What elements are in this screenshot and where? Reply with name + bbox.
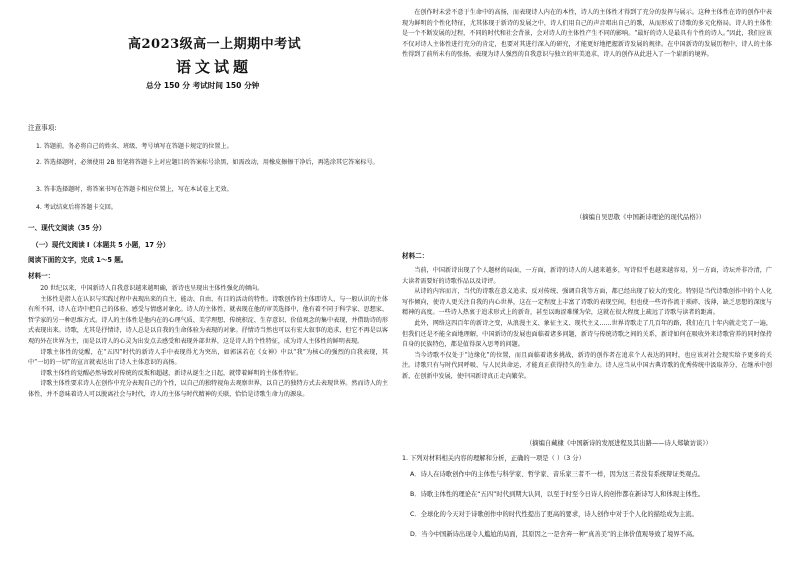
reading-instruction: 阅读下面的文字，完成 1～5 题。 [28,256,128,264]
question-1-option-d[interactable]: D．当今中国新诗出现令人尴尬的局面，其原因之一是舍弃一种“真善美”的主体价值观导致了境界不高。 [410,531,699,538]
material2-source: （摘编自藏棣《中国新诗的发展进程及其出路——诗人郑敏访谈》） [526,440,712,447]
note-item-4: 4. 考试结束后将答题卡交回。 [36,204,117,211]
question-1-stem: 1. 下列对材料相关内容的理解和分析，正确的一项是（ ）（3 分） [402,455,585,462]
notes-heading: 注意事项: [28,124,57,132]
material2-paragraph-1: 当前，中国新诗出现了个人题材的局面，一方面，新诗的诗人的人越来越多，写诗似乎也越来越容易，另一方面，诗坛并非冷清，广大读者需要好的诗歌作品以及诗评。 [402,267,772,285]
material1-continued [402,8,772,206]
question-1-option-a[interactable]: A．诗人在诗歌创作中的主体性与科学家、哲学家、音乐家三者不一样，因为这三者没有系统辩证类观点。 [410,471,704,478]
sub1-heading: （一）现代文阅读 I（本题共 5 小题，17 分） [32,241,170,249]
material1-body [28,284,388,550]
material1-paragraph-4: 诗歌主体性的觉醒必然导致对传统的反叛和超越，新诗从诞生之日起，就带着鲜明的主体性特征。 [40,369,303,377]
material2-paragraph-2: 从诗的内容而言，当代的诗歌在意义追求、反对传统、强调自我等方面，都已经出现了较大的变化。特别是当代诗歌创作中的个人化写作倾向，使诗人更关注自我的内心世界，这在一定程度上丰富了诗歌的表现空间，但也使一些诗作流于琐碎、浅薄，缺乏思想的深度与精神的高度。一些诗人热衷于追求形式上的新奇，甚至以晦涩难懂为荣，这就在很大程度上疏远了诗歌与读者的距离。 [402,288,772,317]
material2-paragraph-3: 此外，网络这四百年的新诗之变，从浪漫主义、象征主义、现代主义……世界诗歌走了几百年的路，我们在几十年内就走完了一遍，但我们还是不能全面地理解，中国新诗的发展也面临着诸多问题，新诗与传统诗歌之间的关系，新诗如何在吸收外来诗歌营养的同时保持自身的民族特色，都是值得深入思考的问题。 [402,319,772,349]
exam-title: 高2023级高一上期期中考试 [128,37,302,52]
material1-paragraph-3: 诗歌主体性的觉醒，在“五四”时代的新诗人手中表现得尤为突出，如郭沫若在《女神》中以“我”为核心的强烈的自我表现，其中“一切的一切”的宣言就表达出了诗人主体意识的高扬。 [28,348,388,367]
material1-label: 材料一： [28,272,55,280]
subject-title: 语文试题 [176,58,253,76]
material1-paragraph-1: 20 世纪以来，中国新诗人自我意识越来越明确，新诗也呈现出主体性强化的倾向。 [40,285,264,292]
question-1-option-c[interactable]: C．全球化的今天对于诗歌创作中的时代性提出了更高的要求，诗人创作中对于个人化的描绘成为主流。 [410,511,698,518]
material2-label: 材料二： [402,252,429,260]
note-item-2: 2. 答选择题时，必须使用 2B 铅笔将答题卡上对应题目的答案标号涂黑，如需改动，用橡皮擦擦干净后，再选涂其它答案标号。 [36,159,379,166]
material2-body [402,266,772,436]
material1-paragraph-5: 诗歌主体性要求诗人在创作中充分表现自己的个性，以自己的独特视角去观察世界，以自己的独特方式去表现世界。然而诗人的主体性，并不意味着诗人可以脱离社会与时代，诗人的主体与时代精神的关联，恰恰是诗歌生命力的源泉。 [28,380,388,398]
note-item-3: 3. 答非选择题时，将答案书写在答题卡相应位置上，写在本试卷上无效。 [36,186,233,193]
material2-paragraph-4: 当今诗歌不仅处于“边缘化”的位置，而且面临着诸多挑战，新诗的创作者在追求个人表达的同时，也应该对社会现实给予更多的关注。诗歌只有与时代同呼吸、与人民共命运，才能真正获得持久的生命力。诗人应当从中国古典诗歌的优秀传统中汲取养分，在继承中创新，在创新中发展，使中国新诗真正走向繁荣。 [402,351,772,380]
material1-source: （摘编自吴思敬《中国新诗理论的现代品格》） [576,214,706,221]
material1-paragraph-2: 主体性是指人在认识与实践过程中表现出来的自主、能动、自由、有目的活动的特性。诗歌创作的主体即诗人，与一般认识的主体有所不同，诗人在诗中把自己的体验、感受与情感对象化。诗人的主体性，就表现在他的审美选择中，他有着不同于科学家、思想家、哲学家的另一种思维方式。诗人的主体性是他内在的心理气质、美学理想、传统积淀、生存意识、价值观念的集中表现，并借助诗的形式表现出来。诗歌，尤其是抒情诗，诗人总是以自我的生命体验为表现的对象。抒情诗当然也可以有宏大叙事的追求，但它不再是以客观的外在世界为主，而是以诗人的心灵为出发点去感受和表现外部世界，这是诗人的个性特征，成为诗人主体性的鲜明表现。 [28,295,388,345]
part1-heading: 一、现代文阅读（35 分） [28,224,106,232]
material1-cont-paragraph: 在创作时未尝不意于生命中的高扬，而表现诗人内在的本性，诗人的主体性才得到了充分的发挥与展示。这种主体性在诗的创作中表现为鲜明的个性化特征，尤其体现于新诗的发展之中，诗人们用自己的声音唱出自己的歌，从而形成了诗歌的多元化格局。诗人的主体性是一个不断发展的过程，不同的时代和社会背景，会对诗人的主体性产生不同的影响。“最好的诗人是最具有个性的诗人。”因此，我们应该不仅对诗人主体性进行充分的肯定，也要对其进行深入的研究，才能更好地把握新诗发展的规律。在中国新诗的发展历程中，诗人的主体性得到了前所未有的张扬，表现为诗人强烈的自我意识与独立的审美追求，诗人的创作从此进入了一个崭新的境界。 [402,9,772,59]
question-1-option-b[interactable]: B．诗歌主体性的理论在“五四”时代到期大认同，以至于时至今日诗人的创作都在新诗写人和体现主体性。 [410,491,705,498]
score-info: 总分 150 分 考试时间 150 分钟 [146,81,260,90]
note-item-1: 1. 答题前，务必将自己的姓名、班级、考号填写在答题卡规定的位置上。 [36,143,233,150]
